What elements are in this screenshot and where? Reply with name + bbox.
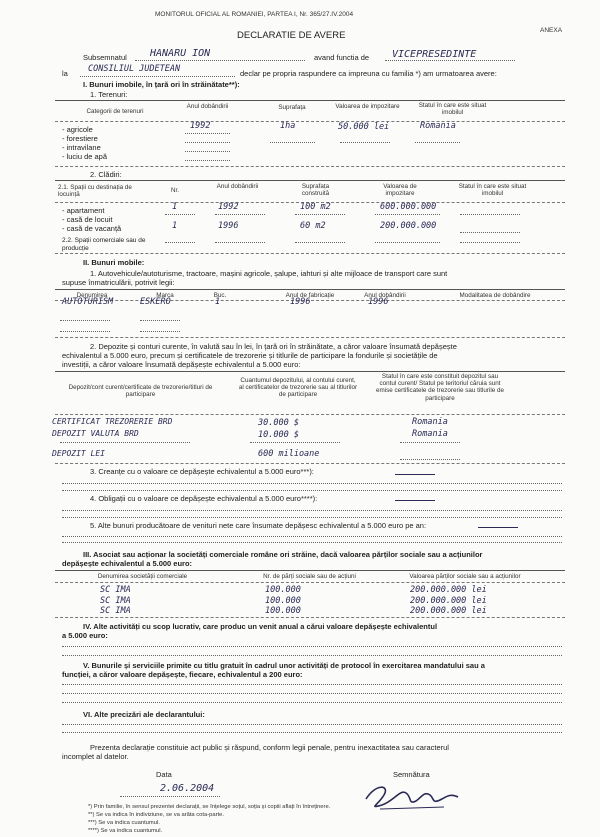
bld-cat-vacation: - casă de vacanță <box>62 224 122 233</box>
sh-header-shares: Nr. de părți sociale sau de acțiuni <box>263 573 356 580</box>
dep-header-type: Depozit/cont curent/certificate de trezorerie/titluri de participare <box>68 384 213 399</box>
name-line <box>135 60 305 61</box>
deposits-text-1: 2. Depozite și conturi curente, în valută sau în lei, în țară ori în străinătate, a căror valoare însumată depășește <box>90 342 457 351</box>
sh-row1-shares: 100.000 <box>265 585 301 595</box>
lands-header-area: Suprafața <box>278 104 306 111</box>
sec3-title-1: III. Asociat sau acționar la societăți comerciale române ori străine, dacă valoarea părților sociale sau a acțiunilor <box>83 550 483 559</box>
institution-line <box>80 76 235 77</box>
at-label: la <box>62 69 68 78</box>
lands-header-category: Categorii de terenuri <box>86 108 144 115</box>
sh-row2-company: SC IMA <box>100 596 131 606</box>
sec1-title: I. Bunuri imobile, în țară ori în străinătate**): <box>83 80 240 89</box>
bld-row1-year: 1992 <box>218 202 239 212</box>
sh-row3-shares: 100.000 <box>265 606 301 616</box>
handwritten-signature <box>360 779 470 813</box>
vehicles-text-2: supuse înmatriculării, potrivit legii: <box>62 278 175 287</box>
sh-row2-shares: 100.000 <box>265 596 301 606</box>
dep-row1-country: Romania <box>412 417 448 427</box>
sec5-title-1: V. Bunurile și serviciile primite cu titlu gratuit în cadrul unor activități de protocol în exercitarea mandatului sau a <box>83 661 485 670</box>
deposits-text-3: investiții, a căror valoare însumată depășește echivalentul a 5.000 euro: <box>62 360 301 369</box>
dep-row2-amount: 10.000 $ <box>258 430 299 440</box>
land-area: 1ha <box>280 121 296 131</box>
sh-row1-company: SC IMA <box>100 585 131 595</box>
sec4-title-2: a 5.000 euro: <box>62 631 108 640</box>
vehicle-made: 1996 <box>290 297 311 307</box>
dep-row1-type: CERTIFICAT TREZORERIE BRD <box>52 417 173 426</box>
declaration-text: declar pe propria raspundere ca impreuna cu familia *) am urmatoarea avere: <box>240 69 497 78</box>
bld-row2-area: 60 m2 <box>300 221 326 231</box>
dep-header-country: Statul în care este constituit depozitul sau contul curent/ Statul pe teritoriul căruia sunt emise certificatele de trezorerie sau titlurile de participare <box>375 373 505 402</box>
vehicle-acquired: 1996 <box>368 297 389 307</box>
footnote-3: ***) Se va indica cuantumul. <box>88 820 160 826</box>
sh-row2-value: 200.000.000 lei <box>410 596 487 606</box>
bld-header-value: Valoarea de impozitare <box>383 183 417 198</box>
lands-header-value: Valoarea de impozitare <box>335 103 400 110</box>
sh-row3-value: 200.000.000 lei <box>410 606 487 616</box>
vehicle-brand: ESKERO <box>140 297 171 307</box>
bld-cat-house: - casă de locuit <box>62 215 113 224</box>
declarant-name: HANARU ION <box>150 48 211 59</box>
institution-name: CONSILIUL JUDETEAN <box>88 64 181 74</box>
annex-label: ANEXA <box>540 27 563 34</box>
sec3-title-2: depășește echivalentul a 5.000 euro: <box>62 559 193 568</box>
debts-text: 4. Obligații cu o valoare ce depășește echivalentul a 5.000 euro****): <box>90 494 318 503</box>
sh-header-company: Denumirea societății comerciale <box>97 573 188 580</box>
commercial-spaces-label: 2.2. Spații comerciale sau de producție <box>62 237 146 252</box>
veh-header-made: Anul de fabricație <box>285 292 335 299</box>
dep-row1-amount: 30.000 $ <box>258 418 299 428</box>
date-label: Data <box>156 770 172 779</box>
land-value: 50.000 lei <box>338 122 390 132</box>
land-cat-forest: - forestiere <box>62 134 98 143</box>
page-title: DECLARATIE DE AVERE <box>237 30 346 41</box>
dep-row2-type: DEPOZIT VALUTA BRD <box>52 429 139 438</box>
sh-row1-value: 200.000.000 lei <box>410 585 487 595</box>
bld-row1-nr: 1 <box>172 202 178 212</box>
veh-header-count: Buc. <box>213 292 227 299</box>
veh-header-name: Denumirea <box>76 292 108 299</box>
lands-title: 1. Terenuri: <box>90 90 128 99</box>
sec5-title-2: funcției, a căror valoare depășește, fiecare, echivalentul a 200 euro: <box>62 670 303 679</box>
sh-header-value: Valoarea părților sociale sau a acțiunilor <box>409 573 521 580</box>
declarant-function: VICEPRESEDINTE <box>392 49 477 60</box>
sec6-title: VI. Alte precizări ale declarantului: <box>83 710 205 719</box>
undersigned-label: Subsemnatul <box>83 53 127 62</box>
claims-text: 3. Creanțe cu o valoare ce depășește echivalentul a 5.000 euro***): <box>90 467 314 476</box>
buildings-title: 2. Clădiri: <box>90 170 122 179</box>
lands-header-country: Statul în care este situat imobilul <box>418 102 487 117</box>
land-year: 1992 <box>190 121 211 131</box>
dep-row2-country: Romania <box>412 429 448 439</box>
footnote-2: **) Se va indica în indiviziune, se va arăta cota-parte. <box>88 812 224 818</box>
vehicle-count: 1 <box>215 297 221 307</box>
bld-header-year: Anul dobândirii <box>216 183 259 190</box>
sec2-title: II. Bunuri mobile: <box>83 258 145 267</box>
dep-row3-type: DEPOZIT LEI <box>52 449 105 458</box>
vehicles-text-1: 1. Autovehicule/autoturisme, tractoare, mașini agricole, șalupe, iahturi și alte mijloace de transport care sunt <box>90 269 448 278</box>
bld-cat-apartment: - apartament <box>62 206 105 215</box>
land-country: Romania <box>420 121 456 131</box>
bld-header-country: Statul în care este situat imobilul <box>458 183 527 198</box>
sh-row3-company: SC IMA <box>100 606 131 616</box>
land-cat-agricultural: - agricole <box>62 125 93 134</box>
veh-header-brand: Marca <box>156 292 174 299</box>
date-value: 2.06.2004 <box>160 783 215 794</box>
bld-header-nr: Nr. <box>170 187 180 194</box>
gazette-header: MONITORUL OFICIAL AL ROMANIEI, PARTEA I, Nr. 365/27.IV.2004 <box>155 11 354 18</box>
deposits-text-2: echivalentul a 5.000 euro, precum și certificatele de trezorerie și titlurile de participare la fondurile și societățile de <box>62 351 438 360</box>
vehicle-name: AUTOTURISM <box>62 297 114 307</box>
bld-header-area: Suprafața construită <box>301 183 330 198</box>
other-income-text: 5. Alte bunuri producătoare de venituri nete care însumate depășesc echivalentul a 5.000 euro pe an: <box>90 521 427 530</box>
bld-row2-nr: 1 <box>172 221 178 231</box>
bld-row2-year: 1996 <box>218 221 239 231</box>
dep-header-amount: Cuantumul depozitului, al contului curent, al certificatelor de trezorerie sau al titlurilor de participare <box>238 377 358 399</box>
function-line <box>385 60 515 61</box>
bld-row2-value: 200.000.000 <box>380 221 437 231</box>
signature-label: Semnătura <box>393 770 430 779</box>
veh-header-acquired: Anul dobândirii <box>364 292 406 299</box>
land-cat-urban: - intravilane <box>62 143 101 152</box>
dep-row3-amount: 600 milioane <box>258 449 320 459</box>
sec4-title-1: IV. Alte activități cu scop lucrativ, care produc un venit anual a cărui valoare depășește echivalentul <box>83 622 438 631</box>
footnote-1: *) Prin familie, în sensul prezentei declarații, se înțelege soțul, soția și copiii aflați în întreținere. <box>88 804 331 810</box>
bld-row1-area: 100 m2 <box>300 202 331 212</box>
veh-header-mode: Modalitatea de dobândire <box>459 292 531 299</box>
bld-header-type: 2.1. Spații cu destinația de locuință <box>58 184 132 199</box>
function-label: avand functia de <box>314 53 370 62</box>
footnote-4: ****) Se va indica cuantumul. <box>88 828 163 834</box>
land-cat-water: - luciu de apă <box>62 152 108 161</box>
bld-row1-value: 600.000.000 <box>380 202 437 212</box>
closing-text-1: Prezenta declarație constituie act public și răspund, conform legii penale, pentru inexactitatea sau caracterul <box>90 743 449 752</box>
lands-header-year: Anul dobândirii <box>186 103 229 110</box>
closing-text-2: incomplet al datelor. <box>62 752 129 761</box>
